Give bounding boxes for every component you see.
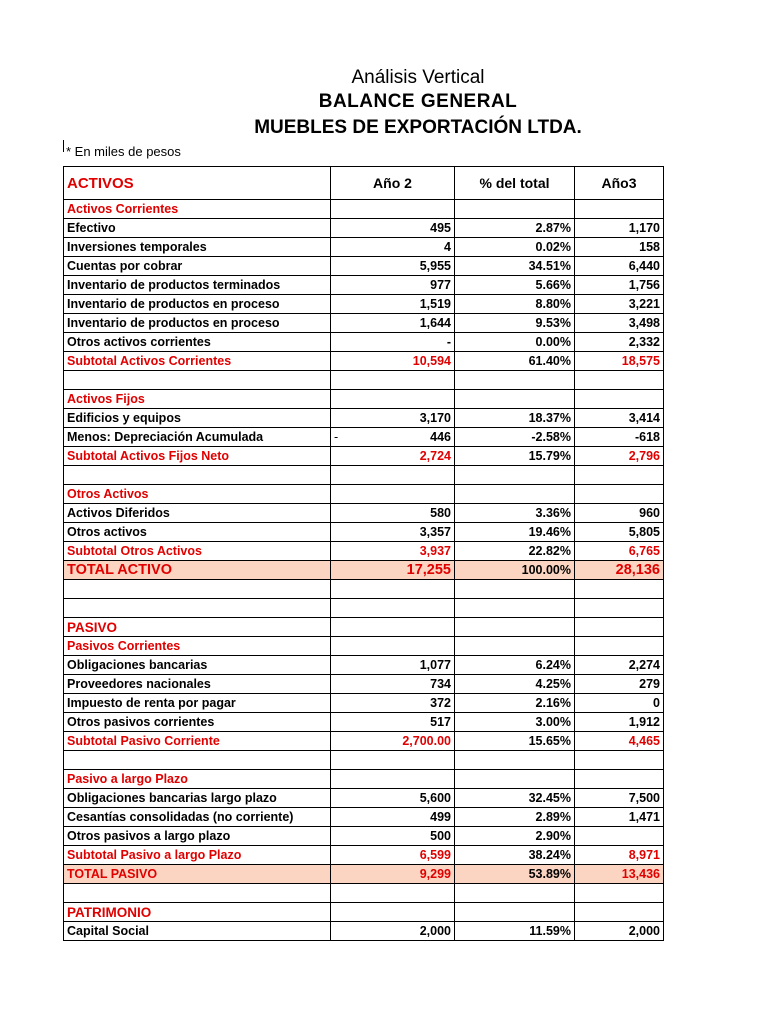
table-header-row xyxy=(64,167,664,200)
year2-cell[interactable] xyxy=(331,770,455,789)
year3-cell[interactable] xyxy=(575,751,664,770)
label-cell[interactable]: PASIVO xyxy=(64,618,331,637)
label-cell[interactable]: Otros pasivos corrientes xyxy=(64,713,331,732)
pct-cell[interactable]: 38.24% xyxy=(455,846,575,865)
label-cell[interactable]: Inventario de productos en proceso xyxy=(64,314,331,333)
title-balance: BALANCE GENERAL xyxy=(318,91,518,112)
cell-value: 446 xyxy=(430,430,451,444)
label-cell[interactable]: Subtotal Activos Corrientes xyxy=(64,352,331,371)
year3-cell[interactable] xyxy=(575,390,664,409)
blank-row xyxy=(64,580,664,599)
year3-cell[interactable]: 8,971 xyxy=(575,846,664,865)
pct-cell[interactable] xyxy=(455,599,575,618)
label-cell[interactable]: Otros activos corrientes xyxy=(64,333,331,352)
year2-cell[interactable]: 3,170 xyxy=(331,409,455,428)
year2-cell[interactable]: 9,299 xyxy=(331,865,455,884)
year2-cell[interactable]: 3,357 xyxy=(331,523,455,542)
year3-cell[interactable]: 7,500 xyxy=(575,789,664,808)
table-row xyxy=(64,637,664,656)
year2-cell[interactable]: 2,724 xyxy=(331,447,455,466)
blank-row xyxy=(64,371,664,390)
table-row xyxy=(64,865,664,884)
label-cell[interactable]: Cuentas por cobrar xyxy=(64,257,331,276)
year3-cell[interactable]: 1,912 xyxy=(575,713,664,732)
table-row xyxy=(64,713,664,732)
year3-cell[interactable] xyxy=(575,485,664,504)
year3-cell[interactable] xyxy=(575,599,664,618)
year2-cell[interactable]: 734 xyxy=(331,675,455,694)
year3-cell[interactable] xyxy=(575,618,664,637)
table-row xyxy=(64,523,664,542)
year3-cell[interactable]: 1,170 xyxy=(575,219,664,238)
table-row xyxy=(64,257,664,276)
year3-cell[interactable]: 3,498 xyxy=(575,314,664,333)
year3-cell[interactable]: 4,465 xyxy=(575,732,664,751)
table-row xyxy=(64,694,664,713)
label-cell[interactable]: Efectivo xyxy=(64,219,331,238)
year2-cell[interactable]: 2,000 xyxy=(331,922,455,941)
negative-sign: - xyxy=(334,430,339,444)
label-cell[interactable] xyxy=(64,371,331,390)
year2-cell[interactable]: 1,644 xyxy=(331,314,455,333)
table-row xyxy=(64,618,664,637)
year2-cell[interactable] xyxy=(331,371,455,390)
pct-cell[interactable] xyxy=(455,466,575,485)
label-cell[interactable]: Activos Diferidos xyxy=(64,504,331,523)
year2-cell[interactable] xyxy=(331,428,455,447)
label-cell[interactable]: TOTAL PASIVO xyxy=(64,865,331,884)
pct-cell[interactable]: 3.36% xyxy=(455,504,575,523)
year2-cell[interactable] xyxy=(331,751,455,770)
label-cell[interactable]: Impuesto de renta por pagar xyxy=(64,694,331,713)
year3-cell[interactable] xyxy=(575,637,664,656)
blank-row xyxy=(64,884,664,903)
pct-cell[interactable]: 9.53% xyxy=(455,314,575,333)
year2-cell[interactable]: 1,077 xyxy=(331,656,455,675)
label-cell[interactable]: Menos: Depreciación Acumulada xyxy=(64,428,331,447)
pct-cell[interactable]: 100.00% xyxy=(455,561,575,580)
year2-cell[interactable] xyxy=(331,580,455,599)
year3-cell[interactable] xyxy=(575,770,664,789)
pct-cell[interactable]: 53.89% xyxy=(455,865,575,884)
year3-cell[interactable]: 6,440 xyxy=(575,257,664,276)
year2-cell[interactable] xyxy=(331,599,455,618)
year3-cell[interactable]: 1,756 xyxy=(575,276,664,295)
table-row xyxy=(64,542,664,561)
pct-cell[interactable] xyxy=(455,770,575,789)
pct-cell[interactable]: 5.66% xyxy=(455,276,575,295)
year2-cell[interactable] xyxy=(331,485,455,504)
blank-row xyxy=(64,599,664,618)
pct-cell[interactable]: 11.59% xyxy=(455,922,575,941)
pct-cell[interactable]: -2.58% xyxy=(455,428,575,447)
year2-cell[interactable] xyxy=(331,200,455,219)
label-cell[interactable]: Cesantías consolidadas (no corriente) xyxy=(64,808,331,827)
year2-cell[interactable] xyxy=(331,637,455,656)
table-row xyxy=(64,827,664,846)
year3-cell[interactable]: 18,575 xyxy=(575,352,664,371)
year3-cell[interactable]: 2,332 xyxy=(575,333,664,352)
header-year2[interactable]: Año 2 xyxy=(331,167,455,200)
units-note: * En miles de pesos xyxy=(66,144,181,159)
label-cell[interactable] xyxy=(64,884,331,903)
label-cell[interactable]: Capital Social xyxy=(64,922,331,941)
label-cell[interactable]: Subtotal Otros Activos xyxy=(64,542,331,561)
pct-cell[interactable]: 22.82% xyxy=(455,542,575,561)
pct-cell[interactable] xyxy=(455,371,575,390)
label-cell[interactable]: TOTAL ACTIVO xyxy=(64,561,331,580)
year2-cell[interactable] xyxy=(331,618,455,637)
table-row xyxy=(64,732,664,751)
year2-cell[interactable]: 3,937 xyxy=(331,542,455,561)
pct-cell[interactable]: 15.65% xyxy=(455,732,575,751)
pct-cell[interactable]: 0.02% xyxy=(455,238,575,257)
pct-cell[interactable]: 8.80% xyxy=(455,295,575,314)
table-row xyxy=(64,447,664,466)
table-row xyxy=(64,789,664,808)
year2-cell[interactable]: 580 xyxy=(331,504,455,523)
table-row xyxy=(64,219,664,238)
year3-cell[interactable] xyxy=(575,466,664,485)
pct-cell[interactable]: 61.40% xyxy=(455,352,575,371)
table-row xyxy=(64,390,664,409)
table-row xyxy=(64,200,664,219)
title-analysis: Análisis Vertical xyxy=(351,67,485,88)
year3-cell[interactable]: 158 xyxy=(575,238,664,257)
year2-cell[interactable]: 17,255 xyxy=(331,561,455,580)
year3-cell[interactable]: 2,274 xyxy=(575,656,664,675)
pct-cell[interactable]: 18.37% xyxy=(455,409,575,428)
year3-cell[interactable] xyxy=(575,580,664,599)
year3-cell[interactable]: -618 xyxy=(575,428,664,447)
table-row xyxy=(64,846,664,865)
table-row xyxy=(64,314,664,333)
year2-cell[interactable]: 977 xyxy=(331,276,455,295)
year3-cell[interactable]: 0 xyxy=(575,694,664,713)
label-cell[interactable]: Subtotal Activos Fijos Neto xyxy=(64,447,331,466)
year3-cell[interactable]: 28,136 xyxy=(575,561,664,580)
year2-cell[interactable]: 5,955 xyxy=(331,257,455,276)
year3-cell[interactable]: 960 xyxy=(575,504,664,523)
pct-cell[interactable] xyxy=(455,200,575,219)
year3-cell[interactable]: 13,436 xyxy=(575,865,664,884)
year3-cell[interactable]: 3,414 xyxy=(575,409,664,428)
year3-cell[interactable]: 5,805 xyxy=(575,523,664,542)
label-cell[interactable]: Activos Fijos xyxy=(64,390,331,409)
pct-cell[interactable]: 2.89% xyxy=(455,808,575,827)
year3-cell[interactable] xyxy=(575,371,664,390)
label-cell[interactable]: Inventario de productos terminados xyxy=(64,276,331,295)
table-row xyxy=(64,238,664,257)
year2-cell[interactable]: 5,600 xyxy=(331,789,455,808)
pct-cell[interactable]: 19.46% xyxy=(455,523,575,542)
header-year3[interactable]: Año3 xyxy=(575,167,664,200)
year3-cell[interactable]: 2,796 xyxy=(575,447,664,466)
table-row xyxy=(64,903,664,922)
pct-cell[interactable] xyxy=(455,884,575,903)
year3-cell[interactable] xyxy=(575,200,664,219)
pct-cell[interactable] xyxy=(455,618,575,637)
year3-cell[interactable]: 1,471 xyxy=(575,808,664,827)
pct-cell[interactable]: 0.00% xyxy=(455,333,575,352)
year3-cell[interactable]: 2,000 xyxy=(575,922,664,941)
pct-cell[interactable]: 2.87% xyxy=(455,219,575,238)
label-cell[interactable] xyxy=(64,466,331,485)
pct-cell[interactable] xyxy=(455,580,575,599)
label-cell[interactable]: Otros pasivos a largo plazo xyxy=(64,827,331,846)
pct-cell[interactable]: 4.25% xyxy=(455,675,575,694)
table-row xyxy=(64,561,664,580)
label-cell[interactable]: Inversiones temporales xyxy=(64,238,331,257)
label-cell[interactable]: Otros activos xyxy=(64,523,331,542)
year2-cell[interactable]: 495 xyxy=(331,219,455,238)
table-row xyxy=(64,808,664,827)
pct-cell[interactable] xyxy=(455,390,575,409)
label-cell[interactable]: Inventario de productos en proceso xyxy=(64,295,331,314)
year3-cell[interactable]: 3,221 xyxy=(575,295,664,314)
year3-cell[interactable]: 6,765 xyxy=(575,542,664,561)
table-row xyxy=(64,770,664,789)
label-cell[interactable]: Activos Corrientes xyxy=(64,200,331,219)
label-cell[interactable]: PATRIMONIO xyxy=(64,903,331,922)
label-cell[interactable]: Obligaciones bancarias largo plazo xyxy=(64,789,331,808)
label-cell[interactable]: Obligaciones bancarias xyxy=(64,656,331,675)
year3-cell[interactable] xyxy=(575,903,664,922)
balance-sheet-table xyxy=(63,166,664,941)
year2-cell[interactable]: 499 xyxy=(331,808,455,827)
pct-cell[interactable]: 32.45% xyxy=(455,789,575,808)
year2-cell[interactable]: 1,519 xyxy=(331,295,455,314)
table-row xyxy=(64,504,664,523)
year2-cell[interactable]: 4 xyxy=(331,238,455,257)
header-activos[interactable]: ACTIVOS xyxy=(64,167,331,200)
pct-cell[interactable] xyxy=(455,637,575,656)
year3-cell[interactable] xyxy=(575,884,664,903)
year2-cell[interactable] xyxy=(331,884,455,903)
blank-row xyxy=(64,751,664,770)
title-company: MUEBLES DE EXPORTACIÓN LTDA. xyxy=(254,117,582,138)
pct-cell[interactable]: 3.00% xyxy=(455,713,575,732)
pct-cell[interactable]: 6.24% xyxy=(455,656,575,675)
year2-cell[interactable]: 517 xyxy=(331,713,455,732)
year2-cell[interactable]: 2,700.00 xyxy=(331,732,455,751)
year2-cell[interactable] xyxy=(331,903,455,922)
pct-cell[interactable]: 34.51% xyxy=(455,257,575,276)
table-row xyxy=(64,409,664,428)
year2-cell[interactable]: 500 xyxy=(331,827,455,846)
report-titles xyxy=(0,66,768,140)
table-row xyxy=(64,333,664,352)
blank-row xyxy=(64,466,664,485)
label-cell[interactable]: Otros Activos xyxy=(64,485,331,504)
year2-cell[interactable] xyxy=(331,466,455,485)
year2-cell[interactable] xyxy=(331,390,455,409)
pct-cell[interactable]: 15.79% xyxy=(455,447,575,466)
year2-cell[interactable]: 6,599 xyxy=(331,846,455,865)
year3-cell[interactable]: 279 xyxy=(575,675,664,694)
label-cell[interactable] xyxy=(64,580,331,599)
year2-cell[interactable]: 10,594 xyxy=(331,352,455,371)
table-row xyxy=(64,295,664,314)
label-cell[interactable]: Proveedores nacionales xyxy=(64,675,331,694)
label-cell[interactable]: Edificios y equipos xyxy=(64,409,331,428)
table-row xyxy=(64,656,664,675)
year2-cell[interactable]: 372 xyxy=(331,694,455,713)
label-cell[interactable] xyxy=(64,599,331,618)
label-cell[interactable]: Pasivo a largo Plazo xyxy=(64,770,331,789)
sheet-border-stub xyxy=(63,140,64,152)
pct-cell[interactable]: 2.16% xyxy=(455,694,575,713)
year2-cell[interactable]: - xyxy=(331,333,455,352)
table-row xyxy=(64,675,664,694)
table-row xyxy=(64,485,664,504)
pct-cell[interactable] xyxy=(455,903,575,922)
table-row xyxy=(64,428,664,447)
label-cell[interactable] xyxy=(64,751,331,770)
header-pct[interactable]: % del total xyxy=(455,167,575,200)
table-row xyxy=(64,922,664,941)
label-cell[interactable]: Pasivos Corrientes xyxy=(64,637,331,656)
pct-cell[interactable] xyxy=(455,751,575,770)
label-cell[interactable]: Subtotal Pasivo a largo Plazo xyxy=(64,846,331,865)
label-cell[interactable]: Subtotal Pasivo Corriente xyxy=(64,732,331,751)
pct-cell[interactable]: 2.90% xyxy=(455,827,575,846)
table-row xyxy=(64,352,664,371)
year3-cell[interactable] xyxy=(575,827,664,846)
pct-cell[interactable] xyxy=(455,485,575,504)
table-row xyxy=(64,276,664,295)
